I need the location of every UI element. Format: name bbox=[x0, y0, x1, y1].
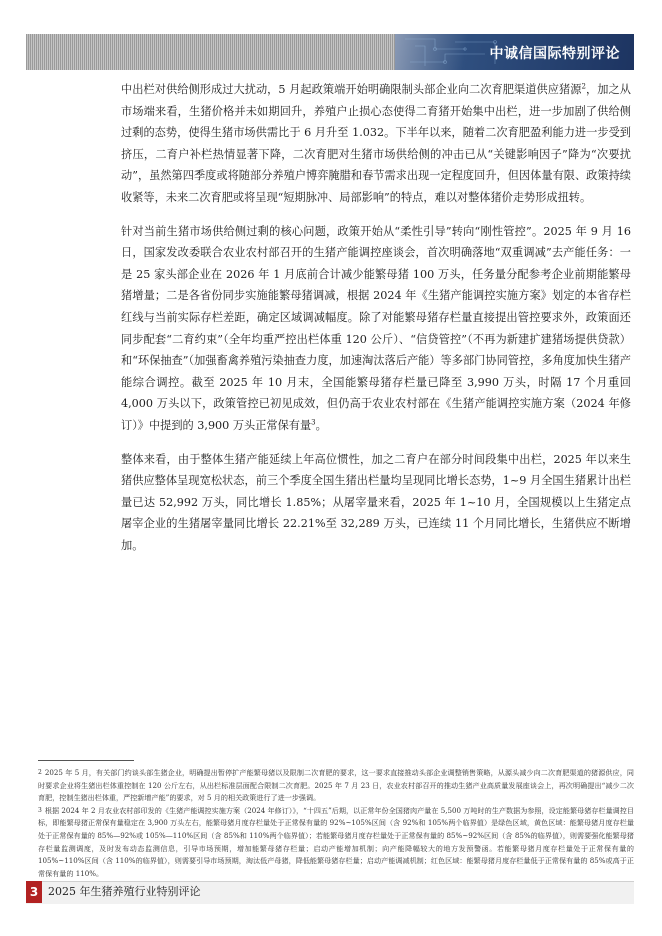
footnote-2-number: 2 bbox=[38, 769, 42, 776]
footnote-3-text: 根据 2024 年 2 月农业农村部印发的《生猪产能调控实施方案（2024 年修订）》，“十四五”后期，以正常年份全国猪肉产量在 5,500 万吨时的生产数据为参照，设定能繁母猪存栏量调控目标，即能繁母猪正常保有量稳定在 3,900 万头左右，能繁母猪月度存栏量处于正常保有量的 92%~105%区间（含 92%和 105%两个临界值）是绿色区域，黄色区域：能繁母猪月度存栏量处于正常保有量的 85%—92%或 105%—110%区间（含 85%和 110%两个临界值）；若能繁母猪月度存栏量处于正常保有量的 85%~92%区间（含 85%的临界值），则需要强化能繁母猪存栏量监测调度，及时发布动态监测信息，引导市场预期，增加能繁母猪存栏量；启动产能增加机制；向产能降幅较大的地方发预警函。若能繁母猪月度存栏量处于正常保有量的 105%~110%区间（含 110%的临界值），则需要引导市场预期，淘汰低产母猪，降低能繁母猪存栏量；启动产能调减机制；红色区域：能繁母猪月度存栏量低于正常保有量的 85%或高于正常保有量的 110%。 bbox=[38, 805, 634, 878]
footnote-2 bbox=[38, 767, 634, 805]
paragraph-1 bbox=[121, 79, 631, 209]
footnote-2-text: 2025 年 5 月，有关部门约谈头部生猪企业，明确提出暂停扩产能繁母猪以及限制二次育肥的要求，这一要求直接推动头部企业调整销售策略，从源头减少向二次育肥渠道的猪源供应，同时要求企业将生猪出栏体重控制在 120 公斤左右，从出栏标准层面配合限制二次育肥。2025 年 7 月 23 日，农业农村部召开的推动生猪产业高质量发展座谈会上，再次明确提出“减少二次育肥，控制生猪出栏体重，严控新增产能”的要求，对 5 月的相关政策进行了进一步强调。 bbox=[38, 768, 634, 803]
footnote-divider bbox=[38, 760, 134, 761]
paragraph-2 bbox=[121, 221, 631, 437]
footnotes bbox=[38, 767, 634, 880]
paragraph-2-text-a: 针对当前生猪市场供给侧过剩的核心问题，政策开始从“柔性引导”转向“刚性管控”。2025 年 9 月 16 日，国家发改委联合农业农村部召开的生猪产能调控座谈会，首次明确落地“双重调减”去产能任务：一是 25 家头部企业在 2026 年 1 月底前合计减少能繁母猪 100 万头，任务量分配参考企业前期能繁母猪增量；二是各省份同步实施能繁母猪调减，根据 2024 年《生猪产能调控实施方案》划定的本省存栏红线与当前实际存栏差距，确定区域调减幅度。除了对能繁母猪存栏量直接提出管控要求外，政策面还同步配套“二育约束”（全年均重严控出栏体重 120 公斤）、“信贷管控”（不再为新建扩建猪场提供贷款）和“环保抽查”（加强畜禽养殖污染抽查力度，加速淘汰落后产能）等多部门协同管控，多角度加快生猪产能综合调控。截至 2025 年 10 月末，全国能繁母猪存栏量已降至 3,990 万头，时隔 17 个月重回 4,000 万头以下，政策管控已初见成效，但仍高于农业农村部在《生猪产能调控实施方案（2024 年修订）》中提到的 3,900 万头正常保有量 bbox=[121, 224, 631, 432]
footer-title: 2025 年生猪养殖行业特别评论 bbox=[48, 885, 201, 898]
footnote-3 bbox=[38, 805, 634, 881]
footnote-ref-2[interactable]: 2 bbox=[581, 82, 586, 91]
header-banner bbox=[395, 34, 634, 70]
page-number: 3 bbox=[26, 881, 42, 903]
paragraph-3: 整体来看，由于整体生猪产能延续上年高位惯性，加之二育户在部分时间段集中出栏，2025 年以来生猪供应整体呈现宽松状态，前三个季度全国生猪出栏量均呈现同比增长态势，1~9 月全国生猪累计出栏量已达 52,992 万头，同比增长 1.85%；从屠宰量来看，2025 年 1~10 月，全国规模以上生猪定点屠宰企业的生猪屠宰量同比增长 22.21%至 32,289 万头，已连续 11 个月同比增长，生猪供应不断增加。 bbox=[121, 452, 631, 552]
paragraph-1-text-a: 中出栏对供给侧形成过大扰动，5 月起政策端开始明确限制头部企业向二次育肥渠道供应猪源 bbox=[121, 83, 582, 96]
header-title: 中诚信国际特别评论 bbox=[489, 46, 620, 62]
footnote-ref-3[interactable]: 3 bbox=[311, 418, 316, 427]
paragraph-2-text-b: 。 bbox=[315, 418, 327, 432]
main-content bbox=[121, 79, 631, 568]
footnote-3-number: 3 bbox=[38, 806, 42, 814]
paragraph-1-text-b: ，加之从市场端来看，生猪价格并未如期回升，养殖户止损心态使得二育猪开始集中出栏，进一步加剧了供给侧过剩的态势，使得生猪市场供需比于 6 月升至 1.032。下半年以来，随着二次育肥盈利能力进一步受到挤压，二育户补栏热情显著下降，二次育肥对生猪市场供给侧的冲击已从“关键影响因子”降为“次要扰动”，虽然第四季度或将随部分养殖户博弈腌腊和春节需求出现一定程度回升，但因体量有限、政策持续收紧等，未来二次育肥或将呈现“短期脉冲、局部影响”的特点，难以对整体猪价走势形成扭转。 bbox=[121, 83, 631, 204]
